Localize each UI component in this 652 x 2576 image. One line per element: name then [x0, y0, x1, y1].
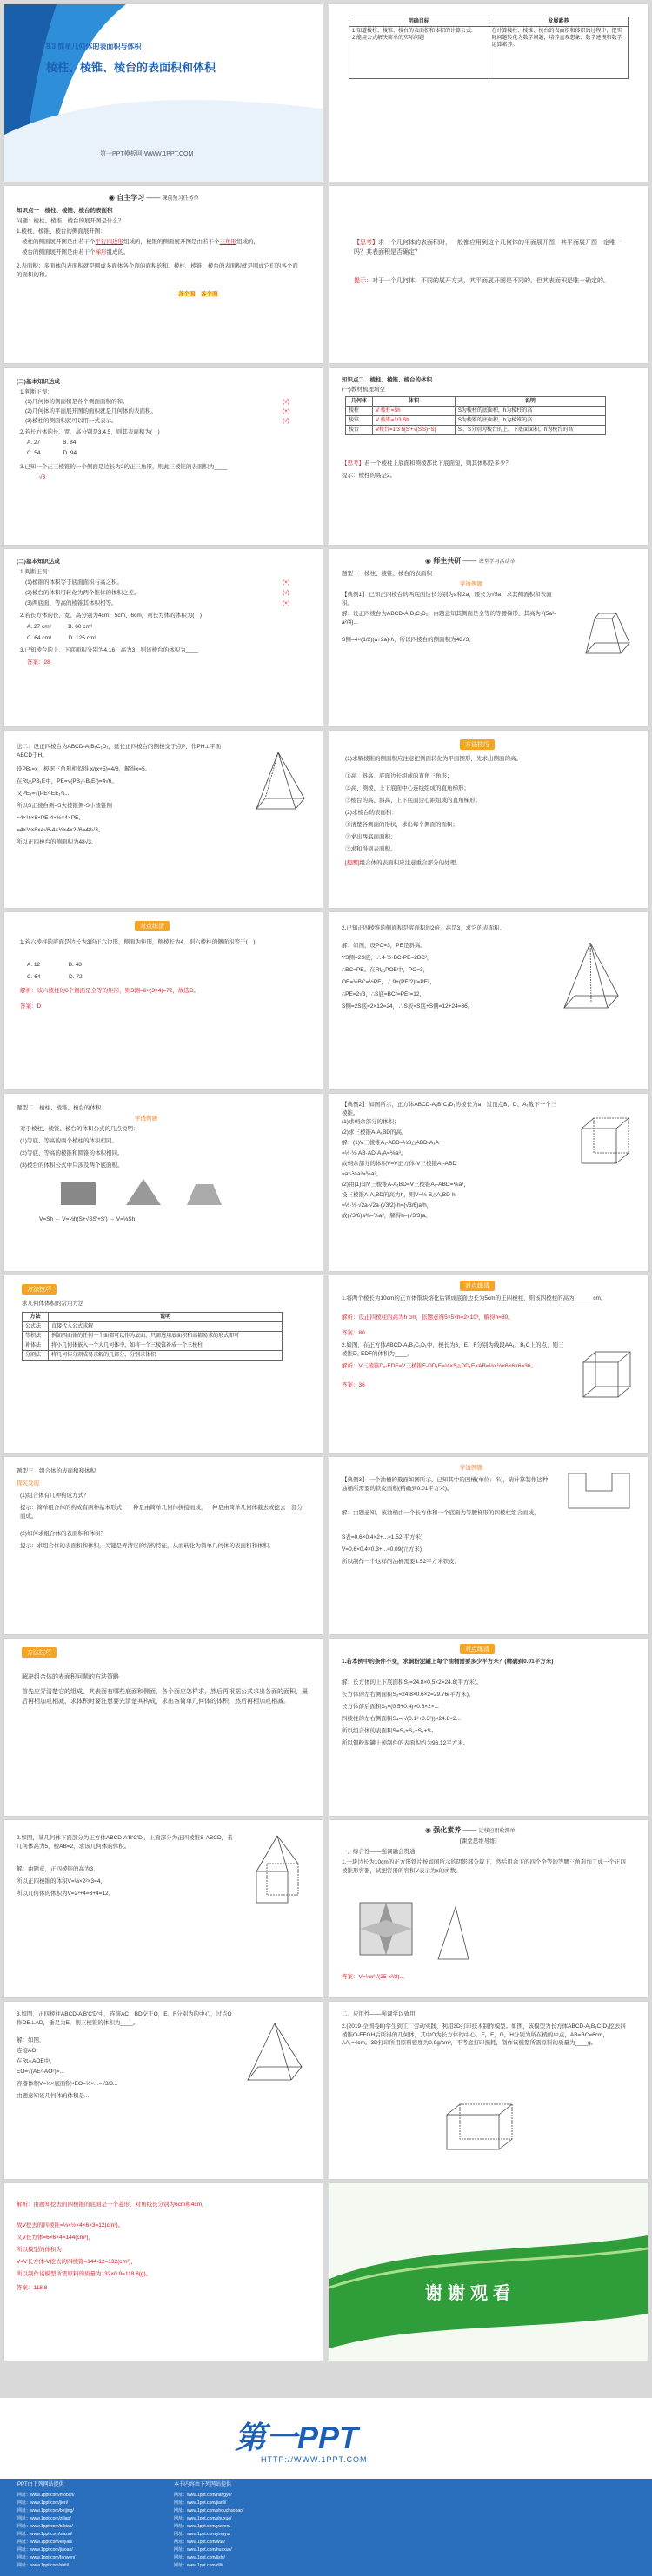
goals-col2: 发展素养 [489, 17, 629, 27]
methods-table: 方法 说明 公式法 直接代入公式求解 等积法 例如四面体的任何一个面都可以作为底面，只需选用底面积和高都易求的形式即可 补体法 将小几何体嵌入一个大几何体中，如将一个三棱锥补成一个三棱柱 分割法 将几何体分割成易求解的几部分，分别求体积 [22, 1312, 283, 1361]
tips1-l7: ③求和得到表面积。 [345, 846, 396, 852]
cover-section: 8.3 简单几何体的表面积与体积 [46, 43, 142, 50]
k2-ans: 提示：棱柱的高是2。 [342, 473, 396, 479]
e3-l1: 解：由题意知，该油桶由一个长方体和一个底面为等腰梯形的四棱柱组合而成， [342, 1510, 540, 1516]
tips1-l1: ①高、斜高、底面边长组成的直角三角形； [345, 773, 453, 779]
practice3-ans: 答案：80 [342, 1330, 365, 1336]
slide-practice3 [329, 1275, 648, 1453]
p6-l1: 解：如图， [17, 2037, 45, 2043]
tips1-remind: [提醒]组合体的表面积应注意重合部分的处理。 [345, 860, 462, 866]
tips1-l4: (2)求棱台的表面积： [345, 810, 397, 816]
tips1-l2: ②高、侧棱、上下底面中心连线组成的直角梯形； [345, 785, 469, 791]
p6-l0: 3.如图，正四棱柱ABCD-A′B′C′D′中，连接AC，BD交于O，E、F分别为的中心，过点O作OE⊥AD，垂足为E，则三棱锥的体积为____。 [17, 2011, 232, 2026]
basic2-i2: (2)棱台的体积可转化为两个锥体的体积之差。 [25, 590, 140, 596]
m2-l1: 设PB₁=x，根据三角形相似得 x/(x+5)=4/8，解得x=5。 [17, 766, 151, 772]
cover-title: 棱柱、棱锥、棱台的表面积和体积 [46, 61, 216, 74]
basic1-i2: (2)几何体的平面展开图的面积就是几何体的表面积。 [25, 408, 156, 414]
square-sheet-figure [356, 1898, 477, 1968]
practice3-sol2: 解析：V三棱锥D₁-EDF=V三棱锥F-DD₁E=⅓×S△DD₁E×AB=⅓×½×6×6×6=36。 [342, 1363, 536, 1369]
footer-link[interactable]: 网址：www.1ppt.com/lishi/ [174, 2555, 225, 2560]
basic1-i0: 1.判断正误： [20, 389, 53, 395]
k1-l1: 1.棱柱、棱锥、棱台的侧面展开图： [17, 228, 106, 235]
practice3-q2: 2.如图，在正方体ABCD-A₁B₁C₁D₁中，棱长为6，E、F分别为线段AA₁、B₁C上的点，则三棱锥D₁-EDF的体积为____。 [342, 1342, 564, 1357]
footer-link[interactable]: 网址：www.1ppt.com/huaxue/ [174, 2547, 232, 2553]
as-l2: 又V长方体=6×6×4=144(cm³)， [17, 2235, 94, 2241]
footer-link[interactable]: 网址：www.1ppt.com/kejian/ [17, 2540, 73, 2545]
coop-header: ◉ 师生共研 —— 课堂学习活动单 [425, 557, 516, 565]
p6-l5: 容器体积V=⅓×底面积×EO=⅓×...=√3/3... [17, 2081, 118, 2087]
as-l5: 所以制作该模型所需原料的质量为132×0.9=118.8(g)。 [17, 2271, 152, 2277]
pyramid-figure [248, 748, 309, 818]
m2-l0: 法二：设正四棱台为ABCD-A₁B₁C₁D₁，延长正四棱台的侧棱交于点P，作PH⊥平面ABCD于H。 [17, 744, 222, 758]
e2-l1: (2)求三棱锥A-A₁BD的高。 [342, 1129, 408, 1136]
slide-app-solution [4, 2183, 323, 2361]
tag-method1: 方法技巧 [460, 739, 495, 750]
practice1-ans: 答案：D [20, 1003, 42, 1010]
basic2-m0: (×) [283, 579, 290, 586]
as-l4: V=V长方体-V挖去的四棱锥=144-12=132(cm³)， [17, 2259, 136, 2265]
k1-l3: 棱台的侧面展开图是由若干个梯形组成的。 [22, 249, 130, 255]
topic1: 题型一 棱柱、棱锥、棱台的表面积 [342, 571, 432, 577]
topic3: 题型三 组合体的表面积和体积 [17, 1468, 96, 1474]
p4-l5: 所以铜粉泥罐上预制件的表面积约为96.12平方米。 [342, 1740, 469, 1746]
slide-method-tips3 [4, 1639, 323, 1816]
e2-l7: 设三棱锥A-A₁BD的高为h，则V=⅓·S△A₁BD·h [342, 1192, 456, 1198]
tag-example3: 学透例题 [460, 1465, 482, 1471]
example1-sol: 解：设正四棱台为ABCD-A₁B₁C₁D₁，由题意知其侧面是全等的等腰梯形，其高为√(5a²-a²/4)... [342, 611, 556, 626]
footer-link[interactable]: 网址：www.1ppt.com/shiti/ [17, 2563, 70, 2568]
footer-link[interactable]: 网址：www.1ppt.com/dili/ [174, 2563, 223, 2568]
strengthen-t1: 一、综合性——强调融会贯通 [342, 1849, 416, 1855]
example1-text: 【典例1】 已知正四棱台的两底面边长分别为a和2a，腰长为√5a，求其侧面积和表面积。 [342, 592, 552, 606]
e2-l9: 故(√3/6)a²h=⅙a³，解得h=(√3/3)a。 [342, 1213, 431, 1219]
basic1-i7: 3.已知一个正三棱锥的一个侧面是边长为2的正三角形，则此三棱锥的表面积为____ [20, 464, 227, 470]
p5-l3: 所以几何体的体积为V=2³+4=8+4=12。 [17, 1891, 115, 1897]
footer-link[interactable]: 网址：www.1ppt.com/yingyu/ [174, 2532, 230, 2537]
volume-table: 几何体 体积 说明 棱柱 V 棱柱=Sh S为棱柱的底面积，h为棱柱的高 棱锥 V 棱锥=1/3 Sh S为棱锥的底面积，h为棱锥的高 棱台 V棱台=1/3 h(S′+√(S′S)+S) S′、S分别为棱台的上、下底面面积，h为棱台的高 [345, 396, 606, 435]
p4-l0: 解：长方体的上下底面积S₁=24.8×0.5×2=24.8(平方米)。 [342, 1679, 482, 1685]
footer-link[interactable]: 网址：www.1ppt.com/shuxue/ [174, 2516, 232, 2521]
t3-l3: 提示：求组合体的表面积和体积，关键是弄清它的结构特征，从而转化为简单几何体的表面积和体积。 [20, 1543, 275, 1549]
tag-example2: 学透例题 [135, 1116, 157, 1122]
slide-topic3 [4, 1457, 323, 1634]
footer-link[interactable]: 网址：www.1ppt.com/jieri/ [17, 2500, 69, 2506]
practice1-sol: 解析：该六棱柱的6个侧面是全等的矩形，则S侧=6×(3×4)=72，故选D。 [20, 988, 200, 994]
k1-l4: 2.表面积：多面体的表面积就是围成多面体各个面的面积的和。棱柱、棱锥、棱台的表面积就是围成它们的各个面的面积的和。 [17, 263, 298, 278]
think1-a: 提示：对于一个几何体，不同的展开方式，其平面展开图是不同的，但其表面积是唯一确定的。 [354, 278, 609, 284]
prism-figure [239, 2019, 309, 2089]
tips2-sub: 求几何体体积的常用方法 [22, 1301, 84, 1307]
e3-l2: S表=0.6×0.4×2+...≈1.52(平方米) [342, 1534, 423, 1540]
tag-practice3: 对点练清 [460, 1281, 495, 1291]
app-q: 2.(2019·全国卷Ⅲ)学生到工厂劳动实践，利用3D打印技术制作模型。如图，该模型为长方体ABCD-A₁B₁C₁D₁挖去四棱锥O-EFGH后所得的几何体，其中O为长方体的中心，E，F，G，H分别为所在棱的中点，AB=BC=6cm，AA₁=4cm。3D打印所用原料密度为0.9g/cm³，不考虑打印损耗，制作该模型所需原料的质量为____g。 [342, 2023, 626, 2046]
e3-l0: 【典例3】 一个油桶的截面如图所示，已知其中的凹槽(单位：米)，请计算制作这种油桶所需要的铁皮面积(精确到0.01平方米)。 [342, 1477, 549, 1492]
frustum-figure [573, 601, 634, 662]
t3-l0: (1)组合体有几种构成方式？ [20, 1493, 90, 1499]
topic2: 题型二 棱柱、棱锥、棱台的体积 [17, 1105, 102, 1111]
practice1-o2: C. 64 D. 72 [27, 974, 83, 980]
practice1-o1: A. 12 B. 48 [27, 962, 82, 968]
slide-application [329, 2002, 648, 2179]
basic2-i0: 1.判断正误： [20, 569, 53, 575]
basic1-i3: (3)棱柱的侧面积就可以用一式表示。 [25, 418, 117, 424]
k2-sub: (一)教材梳理填空 [342, 387, 385, 393]
basic2-i1: (1)棱锥的体积等于底面面积与高之积。 [25, 579, 123, 586]
footer-link[interactable]: 网址：www.1ppt.com/shouchaobao/ [174, 2508, 244, 2513]
p2-l3: OE=½BC=½PE，∴9+(PE/2)²=PE²， [342, 979, 436, 985]
practice2-q: 2.已知正四棱锥的侧面积是底面积的2倍，高是3，求它的表面积。 [342, 925, 506, 931]
strengthen-header: ◉ 强化素养 —— 迁移应用检测单 [425, 1826, 516, 1834]
footer-logo: 第一PPT [235, 2420, 359, 2455]
footer-link[interactable]: 网址：www.1ppt.com/jianli/ [174, 2500, 227, 2506]
basic2-head: (二)基本知识达成 [17, 559, 60, 565]
t2-l1: (1)等底、等高的两个棱柱的体积相同。 [20, 1138, 117, 1144]
p2-l4: ∴PE=2√3，∴S底=BC²=PE²=12， [342, 991, 426, 997]
slide-thanks [329, 2183, 648, 2361]
t2-l2: (2)等底、等高的棱锥和圆锥的体积相同。 [20, 1150, 123, 1156]
k1-title: 知识点一 棱柱、棱锥、棱台的表面积 [17, 208, 113, 214]
slide-practice4 [329, 1639, 648, 1816]
basic2-i6: C. 64 cm³ D. 125 cm³ [27, 635, 96, 641]
literacy-text: 在计算棱柱、棱锥、棱台的表面积和体积的过程中，把实际问题转化为数学问题，培养直观想象、数学建模和数学运算素养。 [489, 27, 629, 79]
e2-l8: =⅓·½·√2a·√2a·(√3/2)·h=(√3/6)a²h， [342, 1202, 433, 1209]
p6-l3: 在Rt△AOE中， [17, 2058, 56, 2064]
practice4-q: 1.若本例中的条件不变，求铜粉泥罐上每个油桶需要多少平方米？(精确到0.01平方米) [342, 1659, 554, 1665]
slide-method-tips1 [329, 731, 648, 908]
p4-l3: 四棱柱的左右侧面积S₄=(√(0.1²+0.3²))×24.8×2... [342, 1716, 461, 1722]
e2-l6: (2)由(1)知V三棱锥A-A₁BD=V三棱锥A₁-ABD=⅙a³， [342, 1182, 469, 1188]
e2-l4: 故剩余部分的体积V=V正方体-V三棱锥A₁-ABD [342, 1161, 457, 1167]
tips3-body: 首先应弄清楚它的组成，其表面有哪些底面和侧面，各个面应怎样求，然后再根据公式求出各面的面积，最后再相加或相减，求体积时要注意要先清楚其构成，求出各简单几何体的体积，然后再相加或相减。 [22, 1689, 308, 1705]
footer-link[interactable]: 网址：www.1ppt.com/wuli/ [174, 2540, 225, 2545]
footer-link[interactable]: 网址：www.1ppt.com/xiazai/ [17, 2532, 73, 2537]
pyramid2-figure [556, 938, 625, 1016]
slide-basic2 [4, 549, 323, 726]
practice3-sol: 解析：设正四棱柱的高为h cm，依题意得5×5×h=2×10³，解得h=80。 [342, 1314, 514, 1321]
t2-l0: 对于棱柱、棱锥、棱台的体积公式的几点说明： [20, 1126, 139, 1132]
slide-method2 [4, 731, 323, 908]
basic2-i4: 2.若长方体的长、宽、高分别为4cm、5cm、6cm，则长方体的体积为( ) [20, 613, 203, 619]
goals-text: 1.知道棱柱、棱锥、棱台的表面积和体积的计算公式. 2.能用公式解决简单的实际问题 [349, 27, 489, 79]
basic2-m1: (√) [283, 590, 289, 596]
e3-l3: V=0.6×0.4×0.3+...≈0.09(立方米) [342, 1546, 422, 1553]
practice3-ans2: 答案：36 [342, 1382, 365, 1388]
t3-l2: (2)如何求组合体的表面积和体积？ [20, 1531, 106, 1537]
slide-think1 [329, 186, 648, 363]
basic1-answer: √3 [39, 474, 46, 480]
as-l0: 解析：由题知挖去的四棱锥的底面是一个菱形，对角线长分别为6cm和4cm， [17, 2202, 208, 2208]
basic1-i4: 2.若长方体的长、宽、高分别是3,4,5，则其表面积为( ) [20, 429, 160, 435]
e3-l4: 所以制作一个这样的油桶需要1.52平方米铁皮。 [342, 1559, 461, 1565]
basic2-i3: (3)两底面、等高的棱锥其体积相等。 [25, 600, 117, 606]
footer-link[interactable]: 网址：www.1ppt.com/tubiao/ [17, 2524, 73, 2529]
basic1-m2: (√) [283, 418, 289, 424]
p6-l6: 由题意知该几何体的体积是... [17, 2093, 90, 2099]
practice1-q: 1.若六棱柱的底面是边长为3的正六边形，侧面为矩形，侧棱长为4，则六棱柱的侧面积等于( ) [20, 939, 256, 945]
tag-practice1: 对点练清 [135, 921, 170, 931]
footer-link[interactable]: 网址：www.1ppt.com/fanwen/ [17, 2555, 76, 2560]
m2-l5: =4×½×8×PE-4×½×4×PE₁ [17, 815, 81, 821]
footer-h2: 本书内容由下列网站提供 [174, 2482, 232, 2487]
basic2-i5: A. 27 cm³ B. 60 cm³ [27, 624, 93, 630]
tag-practice4: 对点练清 [460, 1644, 495, 1654]
practice3-q: 1.将两个棱长为10cm的正方体铜块熔化后铸成底面边长为5cm的正四棱柱，则该四棱柱的高为______cm。 [342, 1295, 607, 1301]
basic1-i6: C. 54 D. 94 [27, 450, 77, 456]
as-l3: 所以模型的体积为 [17, 2247, 62, 2253]
p5-l0: 2.如图，某几何体下面部分为正方体ABCD-A′B′C′D′，上面部分为正四棱锥S-ABCD，若几何体高为5，棱AB=2，求该几何体的体积。 [17, 1835, 233, 1850]
k1-l2: 棱柱的侧面展开图是由若干个平行四边形组成的，棱锥的侧面展开图是由若干个三角形组成的， [22, 239, 259, 245]
basic1-m1: (×) [283, 408, 290, 414]
basic2-i7: 3.已知棱台的上、下底面积分别为4,16，高为3，则该棱台的体积为____ [20, 647, 199, 653]
tips1-l0: (1)求解棱锥的侧面积应注意把侧面转化为平面图形，先求出侧面的高。 [345, 756, 522, 762]
footer-link[interactable]: 网址：www.1ppt.com/yuwen/ [174, 2524, 230, 2529]
k1-q: 问题：棱柱、棱锥、棱台的展开图是什么？ [17, 218, 124, 224]
basic1-head: (二)基本知识达成 [17, 379, 60, 385]
footer-links-bar [0, 2479, 652, 2576]
slide-cover [4, 4, 323, 182]
goals-table [349, 17, 629, 79]
tag-method3: 方法技巧 [22, 1647, 57, 1658]
model-figure [442, 2097, 521, 2158]
tips1-l3: ③棱台的高、斜高、上下底面边心距组成的直角梯形； [345, 798, 481, 804]
example2-text: 【典例2】 如图所示，正方体ABCD-A₁B₁C₁D₁的棱长为a，过顶点B、D、A₁截下一个三棱锥。 [342, 1102, 557, 1116]
k1-ans-hidden: 各个面 各个面 [178, 291, 218, 297]
cover-watermark: 第一PPT模板网-WWW.1PPT.COM [100, 151, 194, 157]
strengthen-tag: [课堂思维导练] [460, 1838, 497, 1844]
p4-l1: 长方体的左右侧面积S₂=24.8×0.6×2=29.76(平方米)。 [342, 1692, 475, 1698]
p2-l1: ∵S侧=2S底，∴4·½·BC·PE=2BC²， [342, 955, 433, 961]
goals-col1: 明确目标 [349, 17, 489, 27]
footer-link[interactable]: 网址：www.1ppt.com/jiaoan/ [17, 2547, 73, 2553]
as-l1: 故V挖去的四棱锥=⅓×½×4×6×3=12(cm³)。 [17, 2222, 124, 2228]
p5-l1: 解：由题意，正四棱锥的高为3， [17, 1866, 99, 1872]
footer-h1: PPT由下列网站提供 [17, 2482, 64, 2487]
basic1-i1: (1)几何体的侧面积是各个侧面面积的和。 [25, 399, 129, 405]
thanks-text: 谢谢观看 [425, 2284, 516, 2303]
self-study-header: ◉ 自主学习 —— 课前预习任务单 [109, 194, 199, 202]
tips1-l5: ①清楚各侧面的形状，求出每个侧面的面积； [345, 822, 458, 828]
strengthen-a: 答案：V=⅓x²√(25-x²/2)... [342, 1974, 405, 1980]
m2-l4: 所以S正棱台侧=S大棱锥侧-S小棱锥侧 [17, 803, 112, 809]
m2-l2: 在Rt△PB₁E中，PE=√(PB₁²-B₁E²)=4√6。 [17, 778, 117, 785]
slide-example2 [329, 1094, 648, 1271]
cube-figure [575, 1111, 635, 1172]
tips1-l6: ②求出两底面面积； [345, 834, 396, 840]
strengthen-q: 1.一块边长为10cm的正方形铁片按如图所示的阴影部分裁下，然后用余下的四个全等的等腰三角形加工成一个正四棱锥形容器，试把容器的容积V表示为x的函数。 [342, 1859, 626, 1874]
slide-topic2 [4, 1094, 323, 1271]
t2-l3: (3)棱台的体积公式中只涉及两个底面积。 [20, 1162, 123, 1169]
p4-l2: 长方体前后面积S₃=(0.5+0.4)×0.6×2×... [342, 1704, 439, 1710]
slide-practice5 [4, 1820, 323, 1997]
m2-l3: 又PE₁=√(PE²-EE₁²)... [17, 791, 70, 797]
footer-url: HTTP://WWW.1PPT.COM [261, 2455, 368, 2464]
e2-l3: =⅓·½·AB·AD·A₁A=⅙a³。 [342, 1150, 407, 1156]
p6-l2: 连接AO， [17, 2048, 42, 2054]
k2-think: 【思考】若一个棱柱上底面和侧棱都比下底面短，则其体积是多少？ [342, 460, 511, 467]
slide-example3 [329, 1457, 648, 1634]
p6-l4: EO=√(AE²-AO²)=... [17, 2069, 64, 2075]
e2-l5: =a³-⅙a³=⅚a³。 [342, 1171, 383, 1177]
slide-goals [329, 4, 648, 182]
cube2-figure [576, 1345, 637, 1406]
p2-l5: S侧=2S底=2×12=24，∴S表=S底+S侧=12+24=36。 [342, 1003, 474, 1010]
footer-link[interactable]: 网址：www.1ppt.com/hangye/ [174, 2493, 232, 2498]
t3-l1: 提示：简单组合体的构成有两种基本形式：一种是由简单几何体拼接而成，一种是由简单几何体截去或挖去一部分而成。 [20, 1505, 303, 1520]
slide-strengthen [329, 1820, 648, 1997]
slide-volume-knowledge [329, 368, 648, 545]
slide-practice1 [4, 912, 323, 1089]
footer-link[interactable]: 网址：www.1ppt.com/beijing/ [17, 2508, 74, 2513]
slide-basic1 [4, 368, 323, 545]
thanks-background [329, 2183, 648, 2361]
oil-drum-figure [564, 1469, 634, 1513]
e2-l0: (1)求剩余部分的体积； [342, 1119, 400, 1125]
footer-link[interactable]: 网址：www.1ppt.com/moban/ [17, 2493, 75, 2498]
basic1-i5: A. 27 B. 84 [27, 440, 77, 446]
tag-example1: 学透例题 [460, 581, 482, 587]
tag-method2: 方法技巧 [22, 1284, 57, 1295]
cube-pyramid-figure [248, 1832, 309, 1910]
example1-res: S侧=4×(1/2)(a+2a)·h，所以四棱台的侧面积为48√3。 [342, 637, 475, 643]
solids-figure [57, 1175, 274, 1210]
basic2-answer: 答案：28 [27, 659, 50, 666]
p2-l0: 解：如图，设PO=3，PE是斜高。 [342, 943, 426, 949]
basic2-m2: (×) [283, 600, 290, 606]
m2-l6: =4×½×8×4√6-4×½×4×2√6=48√3。 [17, 827, 104, 833]
formula-chain: V=Sh ← V=⅓h(S+√SS′+S′) → V=⅓Sh [39, 1216, 136, 1222]
p4-l4: 所以组合体的表面积S=S₁+S₂+S₃+S₄... [342, 1728, 438, 1734]
p5-l2: 所以正四棱锥的体积V=⅓×2²×3=4， [17, 1878, 106, 1884]
k2-title: 知识点二 棱柱、棱锥、棱台的体积 [342, 377, 432, 383]
slide-practice6 [4, 2002, 323, 2179]
as-ans: 答案：118.8 [17, 2285, 48, 2291]
m2-l7: 所以正四棱台的侧面积为48√3。 [17, 839, 97, 845]
slide-self-study [4, 186, 323, 363]
tag-explore: 探究发现 [17, 1480, 39, 1487]
e2-l2: 解：(1)V三棱锥A₁-ABD=⅓S△ABD·A₁A [342, 1140, 439, 1146]
p2-l2: ∴BC=PE。在Rt△POE中，PO=3， [342, 967, 429, 973]
footer-link[interactable]: 网址：www.1ppt.com/ziliao/ [17, 2516, 71, 2521]
slide-practice2 [329, 912, 648, 1089]
app-title: 二、应用性——强调学以致用 [342, 2011, 416, 2017]
tips3-title: 解决组合体的表面积问题的方法策略 [22, 1674, 119, 1680]
basic1-m0: (√) [283, 399, 289, 405]
think1-q: 【思考】求一个几何体的表面积时，一般都应用到这个几何体的平面展开图，其平面展开图一定唯一吗？其表面积是否确定？ [354, 240, 622, 255]
slide-method-tips2 [4, 1275, 323, 1453]
slide-example1 [329, 549, 648, 726]
